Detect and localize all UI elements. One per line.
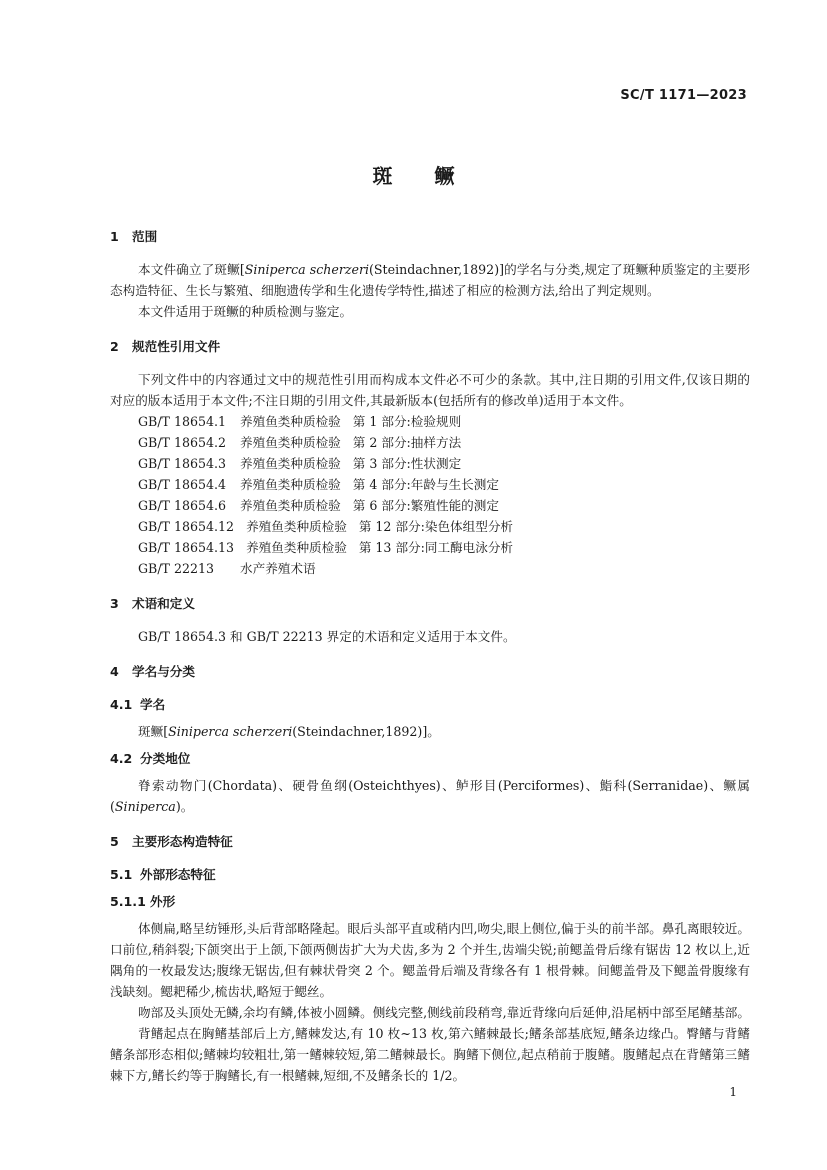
section-heading-3: 3 术语和定义 <box>110 596 195 611</box>
section-heading-5: 5 主要形态构造特征 <box>110 834 233 849</box>
reference-item: GB/T 18654.12 养殖鱼类种质检验 第 12 部分:染色体组型分析 <box>138 519 514 534</box>
section-heading-1: 1 范围 <box>110 229 158 244</box>
reference-item: GB/T 18654.4 养殖鱼类种质检验 第 4 部分:年龄与生长测定 <box>138 477 499 492</box>
section-heading-2: 2 规范性引用文件 <box>110 339 221 354</box>
document-body <box>110 226 750 1086</box>
subsection-heading-5-1-1: 5.1.1 外形 <box>110 894 176 909</box>
section-heading-4: 4 学名与分类 <box>110 664 195 679</box>
reference-item: GB/T 22213 水产养殖术语 <box>138 561 316 576</box>
reference-item: GB/T 18654.6 养殖鱼类种质检验 第 6 部分:繁殖性能的测定 <box>138 498 499 513</box>
page-number: 1 <box>729 1085 737 1099</box>
morphology-paragraph-1: 体侧扁,略呈纺锤形,头后背部略隆起。眼后头部平直或稍内凹,吻尖,眼上侧位,偏于头的前半部。鼻孔离眼较近。口前位,稍斜裂;下颌突出于上颌,下颌两侧齿扩大为犬齿,多为 2 个并生,齿端尖锐;前鳃盖骨后缘有锯齿 12 枚以上,近隅角的一枚最发达;腹缘无锯齿,但有棘状骨突 2 个。鳃盖骨后端及背缘各有 1 根骨棘。间鳃盖骨及下鳃盖骨腹缘有浅缺刻。鳃耙稀少,梳齿状,略短于鳃丝。 <box>110 921 750 999</box>
reference-list <box>110 411 750 579</box>
standard-code: SC/T 1171—2023 <box>620 88 747 103</box>
reference-item: GB/T 18654.1 养殖鱼类种质检验 第 1 部分:检验规则 <box>138 414 462 429</box>
scientific-name: 斑鳜[Siniperca scherzeri(Steindachner,1892)]。 <box>138 724 440 739</box>
references-intro: 下列文件中的内容通过文中的规范性引用而构成本文件必不可少的条款。其中,注日期的引用文件,仅该日期的对应的版本适用于本文件;不注日期的引用文件,其最新版本(包括所有的修改单)适用于本文件。 <box>110 372 750 408</box>
terms-paragraph: GB/T 18654.3 和 GB/T 22213 界定的术语和定义适用于本文件。 <box>138 629 516 644</box>
classification-paragraph: 脊索动物门(Chordata)、硬骨鱼纲(Osteichthyes)、鲈形目(Perciformes)、鮨科(Serranidae)、鳜属(Siniperca)。 <box>110 778 750 814</box>
reference-item: GB/T 18654.13 养殖鱼类种质检验 第 13 部分:同工酶电泳分析 <box>138 540 514 555</box>
reference-item: GB/T 18654.2 养殖鱼类种质检验 第 2 部分:抽样方法 <box>138 435 462 450</box>
subsection-heading-4-1: 4.1 学名 <box>110 697 166 712</box>
subsection-heading-5-1: 5.1 外部形态特征 <box>110 867 216 882</box>
subsection-heading-4-2: 4.2 分类地位 <box>110 751 191 766</box>
morphology-paragraph-2: 吻部及头顶处无鳞,余均有鳞,体被小圆鳞。侧线完整,侧线前段稍弯,靠近背缘向后延伸,沿尾柄中部至尾鳍基部。 <box>138 1005 750 1020</box>
document-title <box>0 160 827 189</box>
scope-applicability: 本文件适用于斑鳜的种质检测与鉴定。 <box>138 304 353 319</box>
title-char-1: 斑 <box>372 164 393 188</box>
title-char-2: 鳜 <box>434 164 455 188</box>
morphology-paragraph-3: 背鳍起点在胸鳍基部后上方,鳍棘发达,有 10 枚~13 枚,第六鳍棘最长;鳍条部基底短,鳍条边缘凸。臀鳍与背鳍鳍条部形态相似;鳍棘均较粗壮,第一鳍棘较短,第二鳍棘最长。胸鳍下侧位,起点稍前于腹鳍。腹鳍起点在背鳍第三鳍棘下方,鳍长约等于胸鳍长,有一根鳍棘,短细,不及鳍条长的 1/2。 <box>110 1026 750 1083</box>
reference-item: GB/T 18654.3 养殖鱼类种质检验 第 3 部分:性状测定 <box>138 456 462 471</box>
scope-paragraph: 本文件确立了斑鳜[Siniperca scherzeri(Steindachner,1892)]的学名与分类,规定了斑鳜种质鉴定的主要形态构造特征、生长与繁殖、细胞遗传学和生化遗传学特性,描述了相应的检测方法,给出了判定规则。 <box>110 262 750 298</box>
